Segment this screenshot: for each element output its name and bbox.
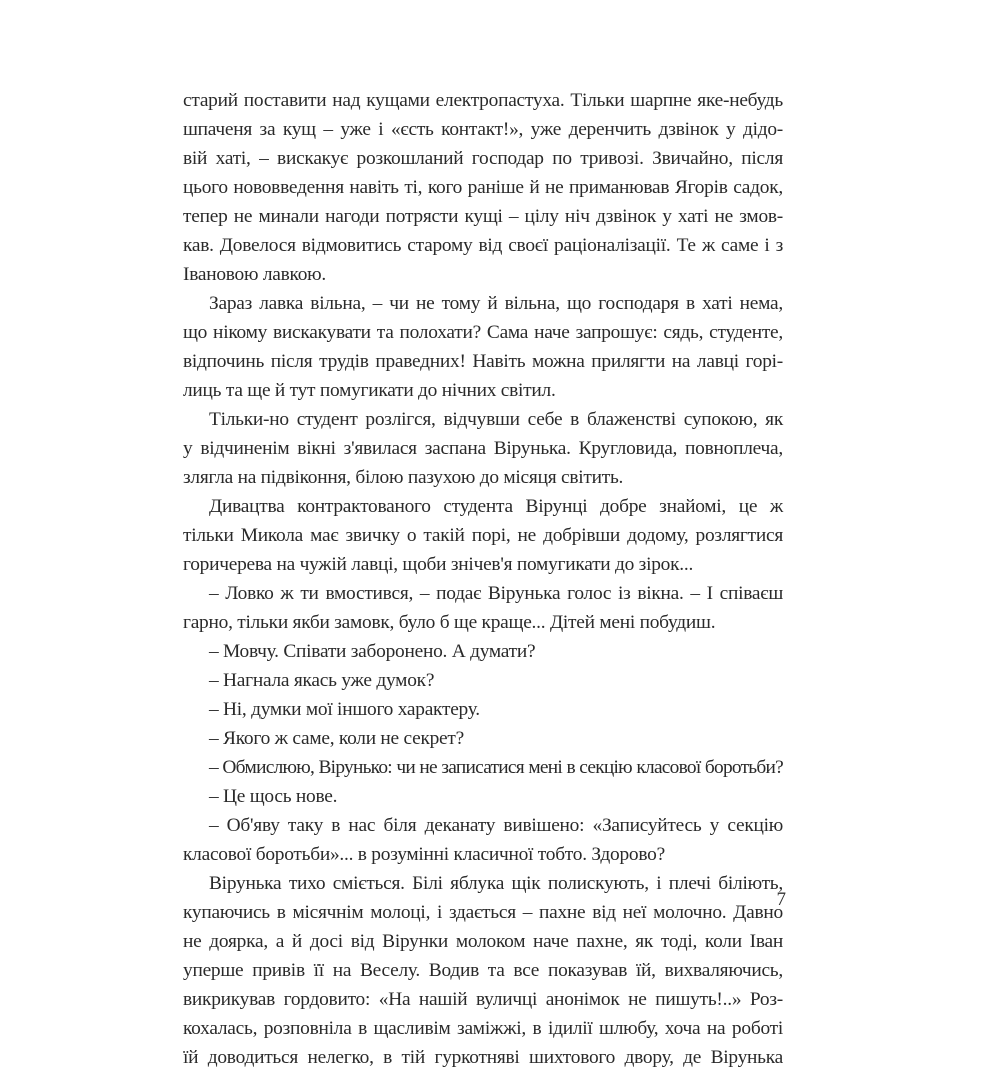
text-line: Дивацтва контрактованого студента Вірунці добре знайомі, це ж <box>209 496 783 517</box>
text-line: у відчиненім вікні з'явилася заспана Вірунька. Кругловида, повноплеча, <box>183 438 783 459</box>
text-line: кохалась, розповніла в щасливім заміжжі, в ідилії шлюбу, хоча на роботі <box>183 1018 783 1039</box>
text-line: Вірунька тихо сміється. Білі яблука щік полискують, і плечі біліють, <box>209 873 783 894</box>
text-line: цього нововведення навіть ті, кого раніше й не приманював Ягорів садок, <box>183 177 783 198</box>
text-line: Тільки-но студент розлігся, відчувши себе в блаженстві супокою, як <box>209 409 783 430</box>
text-line: Зараз лавка вільна, – чи не тому й вільна, що господаря в хаті нема, <box>209 293 783 314</box>
text-line: горичерева на чужій лавці, щоби знічев'я помугикати до зірок... <box>183 554 694 575</box>
dialogue-line: – Обмислюю, Вірунько: чи не записатися мені в секцію класової боротьби? <box>209 757 783 778</box>
page-number: 7 <box>776 889 786 910</box>
text-line: викрикував гордовито: «На нашій вуличці анонімок не пишуть!..» Роз- <box>183 989 783 1010</box>
text-line: купаючись в місячнім молоці, і здається – пахне від неї молочно. Давно <box>183 902 783 923</box>
text-line: гарно, тільки якби замовк, було б ще краще... Дітей мені побудиш. <box>183 612 716 633</box>
text-line: їй доводиться нелегко, в тій гуркотняві шихтового двору, де Вірунька <box>183 1047 783 1068</box>
dialogue-line: – Якого ж саме, коли не секрет? <box>209 728 464 749</box>
text-line: відпочинь після трудів праведних! Навіть можна прилягти на лавці горі- <box>183 351 783 372</box>
text-line: лиць та ще й тут помугикати до нічних світил. <box>183 380 556 401</box>
dialogue-line: – Мовчу. Співати заборонено. А думати? <box>209 641 536 662</box>
page-text <box>183 86 783 1072</box>
dialogue-line: – Ловко ж ти вмостився, – подає Вірунька голос із вікна. – І співаєш <box>209 583 783 604</box>
text-line: кав. Довелося відмовитись старому від своєї раціоналізації. Те ж саме і з <box>183 235 783 256</box>
text-line: не доярка, а й досі від Вірунки молоком наче пахне, як тоді, коли Іван <box>183 931 783 952</box>
text-line: старий поставити над кущами електропастуха. Тільки шарпне яке-небудь <box>183 90 783 111</box>
dialogue-line: – Це щось нове. <box>209 786 338 807</box>
text-line: шпаченя за кущ – уже і «єсть контакт!», уже деренчить дзвінок у дідо- <box>183 119 783 140</box>
text-line: уперше привів її на Веселу. Водив та все показував їй, вихваляючись, <box>183 960 783 981</box>
dialogue-line: – Об'яву таку в нас біля деканату вивішено: «Записуйтесь у секцію <box>209 815 783 836</box>
dialogue-line: – Ні, думки мої іншого характеру. <box>209 699 480 720</box>
text-line: тільки Микола має звичку о такій порі, не добрівши додому, розлягтися <box>183 525 783 546</box>
text-line: тепер не минали нагоди потрясти кущі – цілу ніч дзвінок у хаті не змов- <box>183 206 783 227</box>
text-line: класової боротьби»... в розумінні класичної тобто. Здорово? <box>183 844 665 865</box>
text-line: що нікому вискакувати та полохати? Сама наче запрошує: сядь, студенте, <box>183 322 783 343</box>
text-line: вій хаті, – вискакує розкошланий господар по тривозі. Звичайно, після <box>183 148 783 169</box>
dialogue-line: – Нагнала якась уже думок? <box>209 670 435 691</box>
text-line: Івановою лавкою. <box>183 264 326 285</box>
text-line: злягла на підвіконня, білою пазухою до місяця світить. <box>183 467 624 488</box>
